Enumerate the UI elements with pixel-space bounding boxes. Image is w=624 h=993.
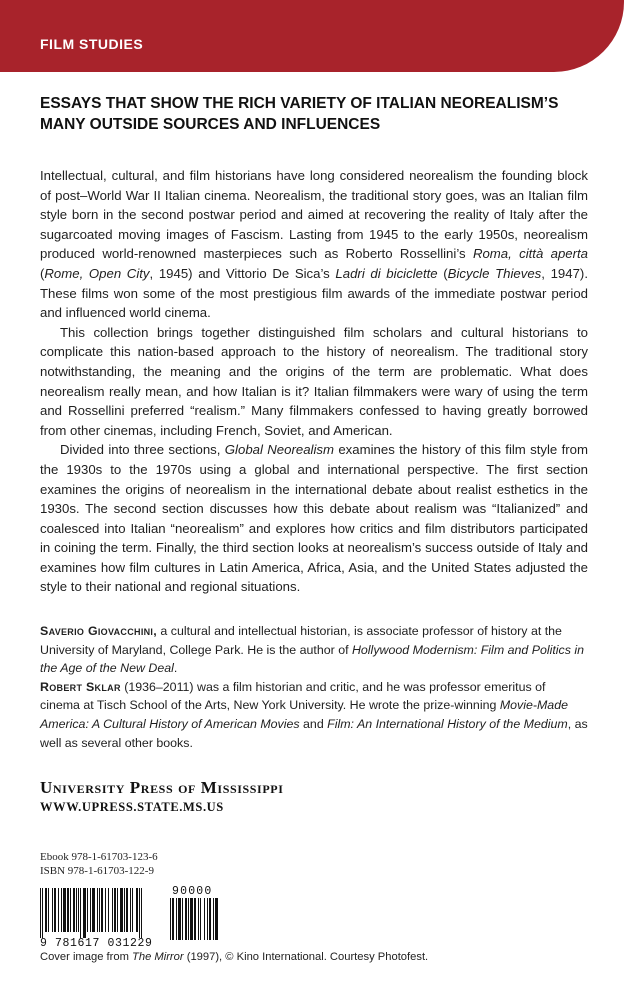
book-title: Hollywood Modernism: Film and Politics in the Age of the New Deal [40, 642, 585, 676]
author-bios [40, 622, 588, 752]
publisher-name: University Press of Mississippi [40, 778, 284, 797]
text-run: Divided into three sections, [60, 442, 225, 458]
barcode-digits: 9 781617 031229 [40, 937, 153, 950]
bio-giovacchini [40, 622, 588, 678]
addon-digits: 90000 [172, 885, 213, 898]
text-run: ( [437, 265, 448, 281]
description-paragraph-2: This collection brings together distinguished film scholars and cultural historians to complicate this nation-based approach to the history of neorealism. The traditional story notwithstanding, the meaning and the origins of the term are problematic. What does neorealism really mean, and how Italian is it? Italian filmmakers were wary of using the term and Rossellini preferred “realism.” Many filmmakers confessed to having greatly borrowed from other cinemas, including French, Soviet, and American. [40, 324, 588, 438]
book-title: Movie-Made America: A Cultural History of American Movies [40, 698, 568, 731]
category-label: FILM STUDIES [40, 36, 144, 52]
film-title: Ladri di biciclette [335, 265, 438, 281]
author-name: Saverio Giovacchini, [40, 624, 157, 638]
text-run: a cultural and intellectual historian, is associate professor of history at the University of Maryland, College Park. He is the author of [40, 624, 562, 657]
addon-barcode-bars [170, 898, 242, 940]
print-isbn: ISBN 978-1-61703-122-9 [40, 865, 154, 877]
barcode [40, 885, 250, 950]
book-title: Global Neorealism [224, 442, 334, 458]
bio-sklar [40, 678, 588, 752]
category-banner [0, 0, 624, 72]
film-title: Roma, città aperta [472, 246, 589, 262]
cover-credit [40, 951, 600, 963]
text-run: (1936–2011) was a film historian and critic, and he was professor emeritus of cinema at Tisch School of the Arts, New York University. He wrote the prize-winning [40, 679, 546, 713]
headline-line-1: ESSAYS THAT SHOW THE RICH VARIETY OF ITALIAN NEOREALISM’S [40, 95, 559, 112]
headline [40, 93, 600, 135]
text-run: (1997), © Kino International. Courtesy Photofest. [183, 951, 429, 963]
description-paragraph-1 [40, 166, 588, 323]
text-run: ( [40, 265, 45, 281]
book-title: Film: An International History of the Medium [327, 716, 568, 731]
text-run: , 1947). These films won some of the most prestigious film awards of the immediate postwar period and influenced world cinema. [40, 265, 588, 321]
ean-barcode-bars [40, 888, 166, 940]
description [40, 166, 588, 597]
text-run: . [173, 661, 178, 676]
text-run: examines the history of this film style from the 1930s to the 1970s using a global and international perspective. The first section examines the origins of neorealism in the international debate about realist esthetics in the 1930s. The second section discusses how this debate about realism was “Italianized” and coalesced into Italian “neorealism” and explores how critics and film distributors participated in coining the term. Finally, the third section looks at neorealism’s success outside of Italy and examines how film cultures in Latin America, Africa, Asia, and the United States adjusted the style to their national and regional situations. [40, 442, 589, 595]
film-title: Rome, Open City [44, 265, 150, 281]
ebook-isbn: Ebook 978-1-61703-123-6 [40, 851, 158, 863]
description-paragraph-3 [40, 440, 588, 597]
text-run: and [299, 716, 328, 731]
text-run: , 1945) and Vittorio De Sica’s [149, 265, 336, 281]
text-run: Cover image from [40, 951, 133, 963]
film-title: The Mirror [132, 951, 184, 963]
headline-line-2: MANY OUTSIDE SOURCES AND INFLUENCES [40, 116, 381, 133]
film-title: Bicycle Thieves [447, 265, 542, 281]
text-run: , as well as several other books. [40, 716, 588, 750]
text-run: Intellectual, cultural, and film historians have long considered neorealism the founding block of post–World War II Italian cinema. Neorealism, the traditional story goes, was an Italian film style born in the second postwar period and aimed at recovering the reality of Italy after the sugarcoated moving images of Fascism. Lasting from 1945 to the early 1950s, neorealism produced world-renowned masterpieces such as Roberto Rossellini’s [40, 168, 588, 262]
publisher-website: WWW.UPRESS.STATE.MS.US [40, 800, 224, 814]
author-name: Robert Sklar [40, 679, 121, 694]
